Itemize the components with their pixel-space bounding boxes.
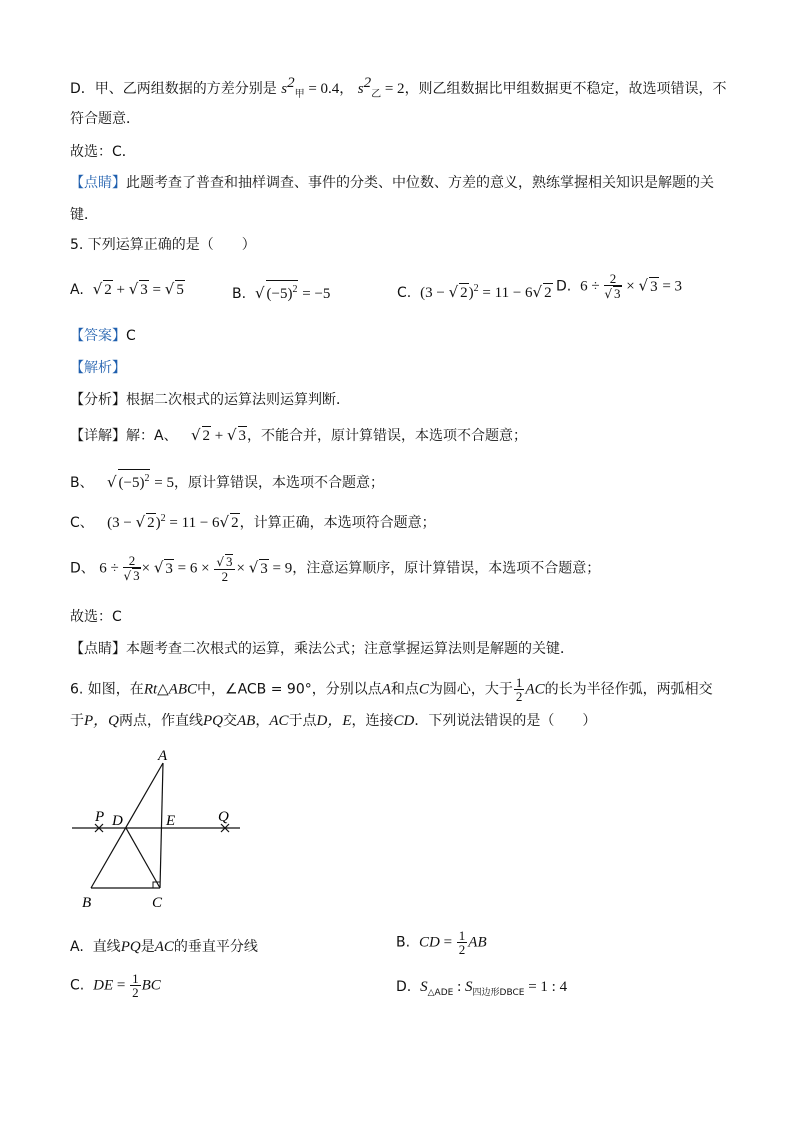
label-p: P	[95, 809, 105, 825]
q6-stem-line2: 于P，Q两点，作直线PQ交AB，AC于点D，E，连接CD．下列说法错误的是（ ）	[70, 713, 597, 729]
label-a: A	[158, 748, 168, 764]
segment-ac	[160, 763, 163, 888]
q4-comment-line2: 键．	[70, 207, 98, 223]
q6-option-b: B. CD = $\frac{1}{2}$ AB	[396, 928, 487, 957]
q6-stem-line1: 6. 如图，在Rt△ABC中，∠ACB = 90°，分别以点A和点C为圆心，大于 $\frac{1}{2}$ AC的长为半径作弧，两弧相交	[70, 675, 713, 704]
q4-answer: 故选：C．	[70, 144, 136, 160]
q4-option-d-explanation: D．甲、乙两组数据的方差分别是 $s^2_甲 = 0.4$， $s^2_乙 = 2$，则乙组数据比甲组数据更不稳定，故选项错误，不	[70, 75, 727, 100]
q5-option-d: D. 6 ÷ $\frac{2}{√ 3}$ × √ 3 = 3	[556, 271, 683, 301]
q4-comment: 【点睛】此题考查了普查和抽样调查、事件的分类、中位数、方差的意义，熟练掌握相关知识是解题的关	[70, 175, 714, 191]
q5-answer: 【答案】C	[70, 328, 136, 344]
label-c: C	[152, 895, 163, 911]
q5-stem: 5. 下列运算正确的是（ ）	[70, 237, 256, 253]
label-b: B	[82, 895, 92, 911]
label-d: D	[112, 813, 123, 829]
q6-option-a: A. 直线PQ是AC的垂直平分线	[70, 939, 258, 955]
q5-option-b: B. √ $(-5)^2 = -5$	[232, 280, 330, 303]
label-q: Q	[218, 809, 229, 825]
segment-cd	[126, 828, 160, 888]
q6-option-c: C. DE = $\frac{1}{2}$ BC	[70, 971, 161, 1000]
q5-detail-a: 【详解】解：A、 √ 2 + √ 3，不能合并，原计算错误，本选项不合题意；	[70, 426, 528, 444]
q5-choose: 故选：C	[70, 609, 122, 625]
q5-detail-b: B、 √ $(-5)^2 = 5$，原计算错误，本选项不合题意；	[70, 469, 384, 492]
q5-detail-c: C、 (3 − √ 2)$^2$ = 11 − 6√ 2，计算正确，本选项符合题意；	[70, 513, 436, 531]
variance-yi: $s^2_乙$	[357, 75, 382, 100]
label-e: E	[166, 813, 176, 829]
q5-fenxi: 【分析】根据二次根式的运算法则运算判断．	[70, 392, 350, 408]
geometry-figure	[60, 745, 250, 915]
q5-option-a: A. √ 2 + √ 3 = √ 5	[70, 280, 184, 298]
q4-option-d-line2: 符合题意．	[70, 111, 140, 127]
q5-analysis-label: 【解析】	[70, 360, 126, 376]
q5-option-c: C. (3 − √ 2)$^2$ = 11 − 6√ 2	[397, 283, 552, 301]
q6-option-d: D. $S_{\triangle ADE}$ : $S_{四边形DBCE} = 1$ : 4	[396, 979, 568, 998]
variance-jia: $s^2_甲$	[281, 75, 305, 100]
q5-detail-d: D、 6 ÷ $\frac{2}{√ 3}$ × √ 3 = 6 × $\frac{√ 3}{2}$ × √ 3 = 9，注意运算顺序，原计算错误，本选项不合题意；	[70, 553, 601, 584]
q5-comment: 【点睛】本题考查二次根式的运算，乘法公式；注意掌握运算法则是解题的关键．	[70, 641, 574, 657]
